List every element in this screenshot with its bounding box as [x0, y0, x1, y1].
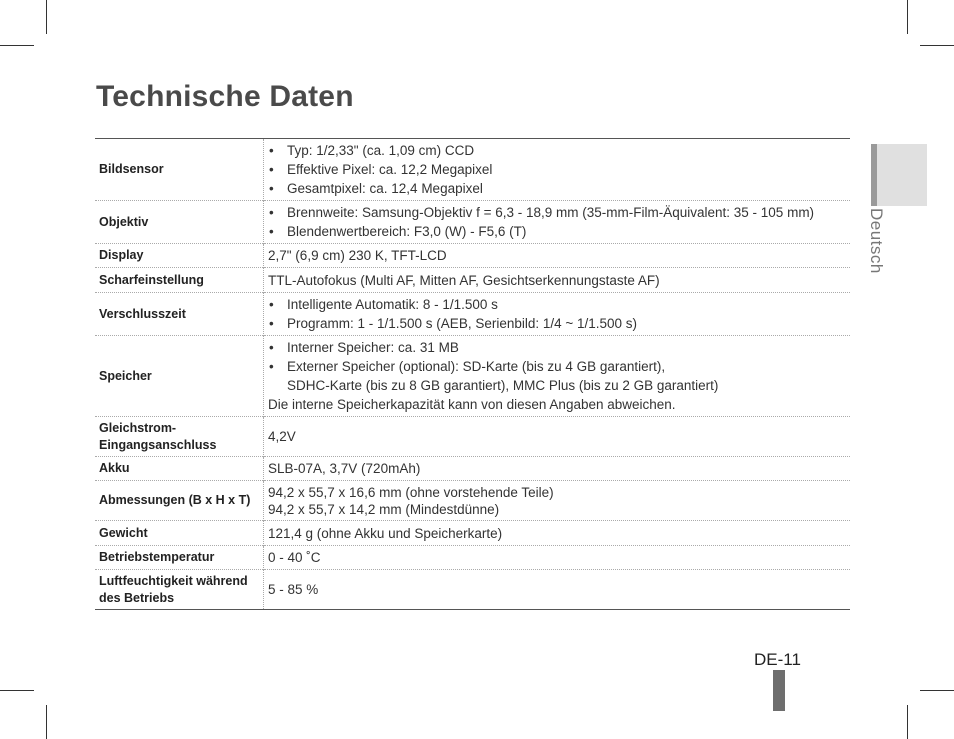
spec-label: Scharfeinstellung [95, 268, 264, 293]
spec-row-bildsensor [95, 139, 850, 201]
spec-label: Gewicht [95, 521, 264, 546]
spec-row-scharfeinstellung [95, 268, 850, 293]
spec-row-akku [95, 457, 850, 481]
spec-value: 0 - 40 ˚C [264, 546, 851, 570]
spec-value-line: 94,2 x 55,7 x 16,6 mm (ohne vorstehende Teile) [268, 484, 554, 500]
spec-label: Akku [95, 457, 264, 481]
spec-value [264, 201, 851, 244]
spec-bullet: • Blendenwertbereich: F3,0 (W) - F5,6 (T) [268, 222, 850, 241]
spec-value: 2,7" (6,9 cm) 230 K, TFT-LCD [264, 244, 851, 268]
spec-label-line: des Betriebs [99, 590, 175, 605]
page-title: Technische Daten [96, 80, 354, 113]
spec-row-gleichstrom [95, 417, 850, 457]
spec-bullet: • Intelligente Automatik: 8 - 1/1.500 s [268, 295, 850, 314]
page-marker-bar [773, 670, 785, 711]
spec-bullet: • Gesamtpixel: ca. 12,4 Megapixel [268, 179, 850, 198]
spec-row-verschlusszeit [95, 293, 850, 336]
spec-value: 4,2V [264, 417, 851, 457]
spec-value [264, 139, 851, 201]
spec-bullet: • Programm: 1 - 1/1.500 s (AEB, Serienbild: 1/4 ~ 1/1.500 s) [268, 314, 850, 333]
spec-label: Abmessungen (B x H x T) [95, 481, 264, 521]
spec-note: Die interne Speicherkapazität kann von diesen Angaben abweichen. [268, 397, 676, 412]
spec-label: Betriebstemperatur [95, 546, 264, 570]
spec-bullet-continuation: SDHC-Karte (bis zu 8 GB garantiert), MMC Plus (bis zu 2 GB garantiert) [287, 378, 719, 393]
spec-label-line: Gleichstrom- [99, 420, 177, 435]
spec-bullet [268, 357, 850, 395]
spec-bullet-text: Externer Speicher (optional): SD-Karte (bis zu 4 GB garantiert), [287, 359, 666, 374]
spec-value [264, 336, 851, 417]
spec-label: Speicher [95, 336, 264, 417]
spec-value: 5 - 85 % [264, 570, 851, 610]
spec-bullet: • Typ: 1/2,33" (ca. 1,09 cm) CCD [268, 141, 850, 160]
spec-label [95, 417, 264, 457]
spec-bullet: • Interner Speicher: ca. 31 MB [268, 338, 850, 357]
spec-label-line: Eingangsanschluss [99, 437, 217, 452]
spec-value: SLB-07A, 3,7V (720mAh) [264, 457, 851, 481]
crop-mark [907, 705, 908, 739]
spec-label: Verschlusszeit [95, 293, 264, 336]
spec-row-gewicht [95, 521, 850, 546]
spec-row-objektiv [95, 201, 850, 244]
spec-bullet: • Brennweite: Samsung-Objektiv f = 6,3 - 18,9 mm (35-mm-Film-Äquivalent: 35 - 105 mm) [268, 203, 850, 222]
spec-value: TTL-Autofokus (Multi AF, Mitten AF, Gesichtserkennungstaste AF) [264, 268, 851, 293]
spec-bullet: • Effektive Pixel: ca. 12,2 Megapixel [268, 160, 850, 179]
crop-mark [920, 690, 954, 691]
spec-label: Bildsensor [99, 162, 164, 176]
page-number: DE-11 [754, 650, 801, 669]
crop-mark [46, 705, 47, 739]
spec-row-betriebstemperatur [95, 546, 850, 570]
spec-label: Objektiv [95, 201, 264, 244]
crop-mark [920, 45, 954, 46]
spec-row-display [95, 244, 850, 268]
spec-table [95, 138, 850, 610]
spec-value-line: 94,2 x 55,7 x 14,2 mm (Mindestdünne) [268, 501, 500, 517]
spec-row-speicher [95, 336, 850, 417]
crop-mark [0, 690, 34, 691]
spec-label: Display [95, 244, 264, 268]
crop-mark [46, 0, 47, 34]
spec-label-line: Luftfeuchtigkeit während [99, 573, 248, 588]
language-tab-label: Deutsch [867, 208, 886, 274]
crop-mark [907, 0, 908, 34]
language-tab [871, 144, 927, 206]
spec-value [264, 481, 851, 521]
spec-value: 121,4 g (ohne Akku und Speicherkarte) [264, 521, 851, 546]
spec-row-luftfeuchtigkeit [95, 570, 850, 610]
spec-value [264, 293, 851, 336]
crop-mark [0, 45, 34, 46]
spec-label [95, 570, 264, 610]
spec-row-abmessungen [95, 481, 850, 521]
